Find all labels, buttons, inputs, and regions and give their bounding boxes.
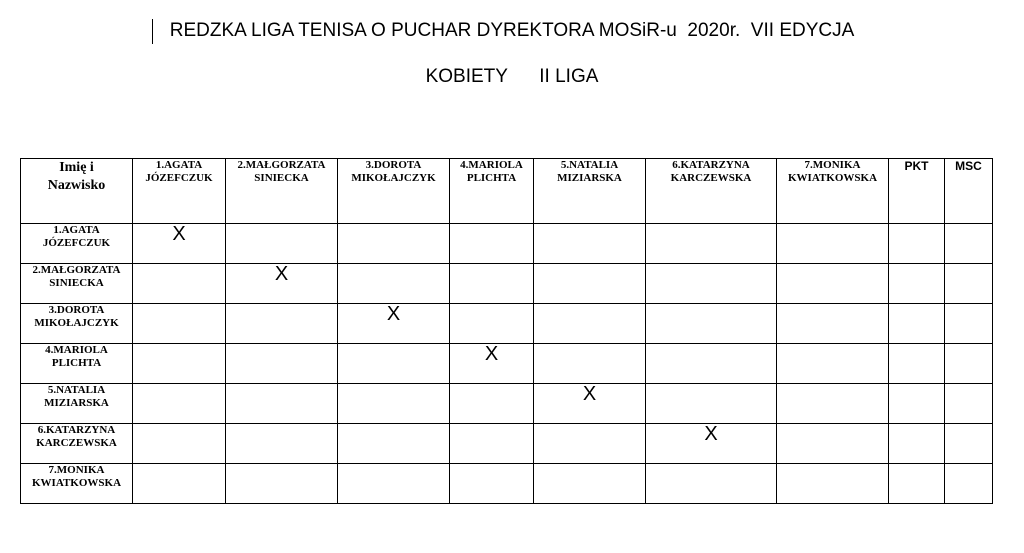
table-cell xyxy=(777,224,889,264)
column-header-3 xyxy=(338,159,450,224)
column-header-6 xyxy=(646,159,777,224)
table-cell xyxy=(226,464,338,504)
row-name-line2: MIZIARSKA xyxy=(44,397,109,409)
table-cell xyxy=(450,264,534,304)
pkt-header: PKT xyxy=(889,159,945,224)
table-header-row xyxy=(21,159,993,224)
column-header-line1: 1.AGATA xyxy=(155,159,203,171)
msc-cell xyxy=(945,264,993,304)
table-cell xyxy=(226,424,338,464)
corner-header-cell xyxy=(21,159,133,224)
table-cell xyxy=(777,464,889,504)
table-cell xyxy=(450,384,534,424)
diagonal-mark: X xyxy=(133,224,226,264)
table-cell xyxy=(646,344,777,384)
table-cell xyxy=(338,224,450,264)
row-header-3 xyxy=(21,304,133,344)
table-cell xyxy=(133,264,226,304)
table-cell xyxy=(646,264,777,304)
diagonal-mark: X xyxy=(338,304,450,344)
table-cell xyxy=(133,424,226,464)
msc-cell xyxy=(945,224,993,264)
pkt-cell xyxy=(889,464,945,504)
pkt-cell xyxy=(889,304,945,344)
column-header-line2: MIKOŁAJCZYK xyxy=(351,172,436,184)
row-name-line1: 4.MARIOLA xyxy=(45,344,108,356)
row-name-line1: 3.DOROTA xyxy=(48,304,105,316)
column-header-7 xyxy=(777,159,889,224)
column-header-line2: KARCZEWSKA xyxy=(670,172,752,184)
row-name-line2: PLICHTA xyxy=(51,357,102,369)
row-name-line2: SINIECKA xyxy=(49,277,104,289)
document-subtitle: KOBIETY II LIGA xyxy=(425,66,599,87)
diagonal-mark: X xyxy=(646,424,777,464)
table-cell xyxy=(646,384,777,424)
table-cell xyxy=(534,424,646,464)
table-cell xyxy=(777,344,889,384)
table-cell xyxy=(450,224,534,264)
table-row xyxy=(21,344,993,384)
column-header-line2: KWIATKOWSKA xyxy=(787,172,878,184)
table-cell xyxy=(133,304,226,344)
table-row xyxy=(21,304,993,344)
table-row xyxy=(21,264,993,304)
row-name-line2: KARCZEWSKA xyxy=(36,437,117,449)
row-name-line2: KWIATKOWSKA xyxy=(31,477,122,489)
column-header-1 xyxy=(133,159,226,224)
table-row xyxy=(21,464,993,504)
table-cell xyxy=(133,384,226,424)
diagonal-mark: X xyxy=(226,264,338,304)
column-header-line1: 5.NATALIA xyxy=(560,159,619,171)
table-cell xyxy=(133,344,226,384)
table-cell xyxy=(226,304,338,344)
table-row xyxy=(21,424,993,464)
table-cell xyxy=(450,304,534,344)
table-cell xyxy=(534,344,646,384)
row-name-line1: 5.NATALIA xyxy=(47,384,106,396)
table-cell xyxy=(226,384,338,424)
msc-cell xyxy=(945,304,993,344)
table-cell xyxy=(338,264,450,304)
pkt-cell xyxy=(889,344,945,384)
row-name-line2: MIKOŁAJCZYK xyxy=(34,317,119,329)
column-header-line2: MIZIARSKA xyxy=(557,172,622,184)
column-header-4 xyxy=(450,159,534,224)
column-header-line2: SINIECKA xyxy=(254,172,309,184)
msc-header: MSC xyxy=(945,159,993,224)
table-row xyxy=(21,224,993,264)
diagonal-mark: X xyxy=(450,344,534,384)
row-header-7 xyxy=(21,464,133,504)
pkt-cell xyxy=(889,264,945,304)
pkt-cell xyxy=(889,424,945,464)
table-cell xyxy=(534,304,646,344)
msc-cell xyxy=(945,464,993,504)
column-header-line1: 6.KATARZYNA xyxy=(672,159,750,171)
msc-cell xyxy=(945,384,993,424)
table-cell xyxy=(338,344,450,384)
table-cell xyxy=(534,224,646,264)
league-results-table xyxy=(20,158,993,504)
row-name-line1: 7.MONIKA xyxy=(48,464,105,476)
table-cell xyxy=(777,264,889,304)
msc-cell xyxy=(945,424,993,464)
table-cell xyxy=(226,224,338,264)
corner-label-line2: Nazwisko xyxy=(47,178,106,193)
row-name-line2: JÓZEFCZUK xyxy=(42,237,111,249)
table-cell xyxy=(338,424,450,464)
table-cell xyxy=(338,464,450,504)
table-cell xyxy=(534,464,646,504)
corner-label-line1: Imię i xyxy=(59,160,94,175)
row-header-6 xyxy=(21,424,133,464)
column-header-5 xyxy=(534,159,646,224)
table-cell xyxy=(646,224,777,264)
table-cell xyxy=(646,464,777,504)
column-header-line1: 2.MAŁGORZATA xyxy=(237,159,326,171)
table-cell xyxy=(646,304,777,344)
column-header-line2: JÓZEFCZUK xyxy=(145,172,213,184)
column-header-line1: 4.MARIOLA xyxy=(460,159,523,171)
row-name-line1: 2.MAŁGORZATA xyxy=(32,264,121,276)
row-header-4 xyxy=(21,344,133,384)
table-cell xyxy=(777,424,889,464)
table-cell xyxy=(338,384,450,424)
column-header-line1: 3.DOROTA xyxy=(365,159,422,171)
table-cell xyxy=(534,264,646,304)
column-header-2 xyxy=(226,159,338,224)
row-name-line1: 6.KATARZYNA xyxy=(37,424,116,436)
msc-cell xyxy=(945,344,993,384)
column-header-line1: 7.MONIKA xyxy=(804,159,861,171)
pkt-cell xyxy=(889,224,945,264)
table-cell xyxy=(777,304,889,344)
document-title: REDZKA LIGA TENISA O PUCHAR DYREKTORA MOSiR-u 2020r. VII EDYCJA xyxy=(169,20,855,41)
table-cell xyxy=(450,424,534,464)
table-cell xyxy=(133,464,226,504)
table-cell xyxy=(226,344,338,384)
table-cell xyxy=(450,464,534,504)
column-header-line2: PLICHTA xyxy=(466,172,517,184)
row-name-line1: 1.AGATA xyxy=(53,224,100,236)
table-cell xyxy=(777,384,889,424)
pkt-cell xyxy=(889,384,945,424)
row-header-1 xyxy=(21,224,133,264)
row-header-5 xyxy=(21,384,133,424)
table-row xyxy=(21,384,993,424)
row-header-2 xyxy=(21,264,133,304)
diagonal-mark: X xyxy=(534,384,646,424)
